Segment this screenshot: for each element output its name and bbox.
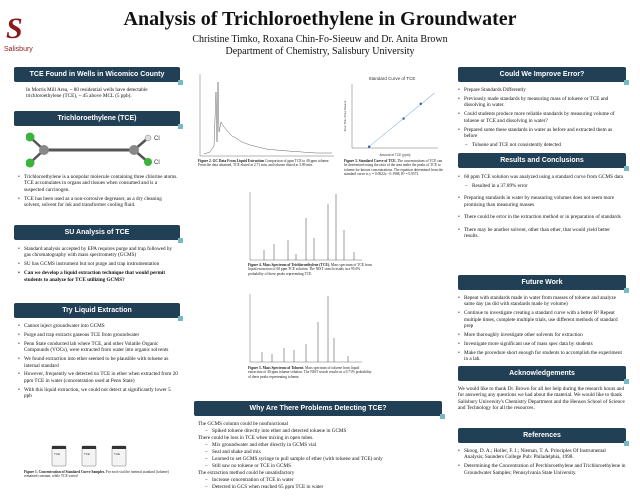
try-liquid-bullet: • We found extraction into ether seemed to be plausible with toluene as internal standard <box>18 356 178 369</box>
results-bullet: • 60 ppm TCE solution was analyzed using a standard curve from GCMS data <box>458 174 626 180</box>
figure3-point <box>420 103 422 105</box>
section-title-su-analysis: SU Analysis of TCE <box>14 225 180 240</box>
figure3-xlabel: Amount of TCE (ppm) <box>379 153 411 157</box>
figure2-chromatogram <box>196 72 336 158</box>
figure3-trendline <box>367 93 434 148</box>
future-bullet: • Investigate more significant use of mass spec data by students <box>458 341 626 347</box>
poster-title: Analysis of Trichloroethylene in Groundwater <box>123 8 517 30</box>
tce-intro-bullet: • TCE has been used as a non-corrosive degreaser, as a dry cleaning solvent, solvent for ink and transformer cooling fluid. <box>18 196 178 209</box>
figure3-caption <box>344 159 444 177</box>
section-title-tce-found: TCE Found in Wells in Wicomico County <box>14 67 180 82</box>
section-title-tce-intro: Trichloroethylene (TCE) <box>14 111 180 126</box>
section-title-refs: References <box>458 428 626 443</box>
results-bullet: • There may be another solvent, other than ether, that would yield better results. <box>458 227 626 240</box>
poster-header <box>0 0 640 64</box>
figure3-point <box>368 146 370 148</box>
improve-subbullet: – Toluene and TCE not consistently detected <box>458 142 626 148</box>
problems-line: There could be loss in TCE when mixing in open tubes. <box>198 435 314 441</box>
figure4-tce-mass-spectrum <box>244 190 364 262</box>
figure5-caption <box>248 366 372 379</box>
problems-subline: – Spiked toluene directly into ether and detected toluene in GCMS <box>198 428 442 434</box>
ref-item: • Determining the Concentration of Perchloroethylene and Trichloroethylene in Groundwater Samples; Pennsylvania State University. <box>458 463 626 476</box>
figure3-point <box>402 117 404 119</box>
try-liquid-bullet: • Purge and trap extracts gaseous TCE from groundwater <box>18 332 178 338</box>
refs-list <box>458 448 626 479</box>
figure1-caption <box>24 470 174 479</box>
improve-bullet: • Could students produce more reliable standards by measuring volume of toluene or TCE and dissolving in water? <box>458 111 626 124</box>
future-bullet: • More thoroughly investigate other solvents for extraction <box>458 332 626 338</box>
results-bullet: • There could be error in the extraction method or in preparation of standards <box>458 214 626 220</box>
try-liquid-bullet: • Cannot inject groundwater into GCMS <box>18 323 178 329</box>
results-list <box>458 174 626 242</box>
try-liquid-bullet: • However, frequently we detected no TCE in ether when extracted from 20 ppm TCE in water (concentration used at Penn State) <box>18 371 178 384</box>
improve-bullet: • Previously made standards by measuring mass of toluene or TCE and dissolving in water. <box>458 96 626 109</box>
future-bullet: • Continue to investigate creating a standard curve with a better R² Repeat multiple times, complete multiple trials, use different methods of standard prep <box>458 310 626 329</box>
vial-label: TCE <box>54 452 60 456</box>
poster-authors: Christine Timko, Roxana Chin-Fo-Sieeuw and Dr. Anita Brown <box>192 34 448 45</box>
results-subbullet: – Resulted in a 37.89% error <box>458 183 626 189</box>
problems-line: The GCMS column could be nonfunctional <box>198 421 289 427</box>
figure3-standard-curve <box>342 72 442 158</box>
problems-subline: – Still saw no toluene or TCE in GCMS <box>198 463 442 469</box>
su-analysis-bullet: • SU has GCMS instrument but not purge and trap instrumentation <box>18 261 178 267</box>
try-liquid-bullet: • With this liquid extraction, we could not detect at significantly lower 5 ppb <box>18 387 178 400</box>
section-title-problems: Why Are There Problems Detecting TCE? <box>194 401 442 416</box>
figure1-caption-title: Figure 1. Concentration of Standard Curve Samples. <box>24 470 105 474</box>
section-title-try-liquid: Try Liquid Extraction <box>14 303 180 318</box>
figure5-caption-text: Mass spectrum of toluene from liquid extraction of 40 ppm toluene solution. The NIST search results in a 9.71% probability of these peaks representing toluene. <box>248 366 372 379</box>
problems-subline: – Learned to set GCMS syringe to pull sample of ether (with toluene and TCE) only <box>198 456 442 462</box>
logo-letter: S <box>6 12 23 45</box>
su-analysis-bullet: • Standard analysis accepted by EPA requires purge and trap followed by gas chromatography with mass spectrometry (GCMS) <box>18 246 178 259</box>
problems-subline: – Mix groundwater and ether directly in GCMS vial <box>198 442 442 448</box>
cl-label-top: Cl <box>154 136 160 142</box>
section-title-future: Future Work <box>458 275 626 290</box>
figure2-caption-title: Figure 2. GC Data From Liquid Extraction <box>198 159 265 163</box>
future-bullet: • Make the procedure short enough for students to accomplish the experiment in a lab. <box>458 350 626 363</box>
ack-text: We would like to thank Dr. Brown for all her help during the research hours and for answering any questions we had about the material. We would like to thank Salisbury University's Chemistry Department and the Henson School of Science and Technology for all the resources. <box>458 386 625 412</box>
section-title-results: Results and Conclusions <box>458 153 626 168</box>
section-title-ack: Acknowledgements <box>458 366 626 381</box>
figure3-chart-title: Standard Curve of TCE <box>368 76 416 81</box>
figure3-caption-text: The concentrations of TCE can be determined using the ratio of the area under the peaks of TCE to toluene for known concentrations. The equation determined from the standard curve is y = 0.0022x - 0.1968, R² = 0.9572 <box>344 159 444 177</box>
future-list <box>458 295 626 365</box>
figure4-caption <box>248 263 372 276</box>
problems-line: The extraction method could be unsatisfactory <box>198 470 295 476</box>
results-bullet: • Preparing standards in water by measuring volumes does not seem more promising than measuring masses <box>458 195 626 208</box>
figure3-caption-title: Figure 3. Standard Curve of TCE. <box>344 159 397 163</box>
figure5-toluene-mass-spectrum <box>244 292 364 364</box>
improve-bullet: • Prepare Standards Differently <box>458 87 626 93</box>
improve-bullet: • Prepared some these standards in water as before and extracted them as before <box>458 127 626 140</box>
figure5-caption-title: Figure 5. Mass Spectrum of Toluene. <box>248 366 305 370</box>
cl-label-bottom: Cl <box>154 160 160 166</box>
figure3-ylabel: Area TCE / Area Toluene <box>343 100 347 132</box>
tce-found-text: In Morris Mill Area, ~ 80 residential wells have detectable trichloroethylene (TCE), ~ 45 above MCL (5 ppb). <box>26 87 148 100</box>
figure1-caption-text: For each vial the internal standard (toluene) remained constant, while TCE varied <box>24 470 169 479</box>
poster-department: Department of Chemistry, Salisbury University <box>225 46 415 57</box>
vial-label: TCE <box>114 452 120 456</box>
problems-subline: – Seal and shake and mix <box>198 449 442 455</box>
su-analysis-question: • Can we develop a liquid extraction technique that would permit students to analyze for TCE utilizing GCMS? <box>18 270 178 283</box>
try-liquid-list <box>18 323 178 402</box>
problems-list <box>198 421 442 491</box>
su-analysis-list <box>18 246 178 286</box>
logo-text: Salisbury <box>4 46 33 53</box>
future-bullet: • Repeat with standards made in water from masses of toluene and analyze same day (as did with standards made by volume) <box>458 295 626 308</box>
try-liquid-bullet: • Penn State conducted lab where TCE, and other Volatile Organic Compounds (VOCs), were extracted from water into organic solvents <box>18 341 178 354</box>
figure2-caption <box>198 159 338 168</box>
ref-item: • Skoog, D. A.; Holler, F. J.; Nieman, T. A. Principles Of Instrumental Analysis; Saunders College Pub: Philadelphia, 1998. <box>458 448 626 461</box>
vial-label: TCE <box>84 452 90 456</box>
section-title-improve: Could We Improve Error? <box>458 67 626 82</box>
tce-intro-list <box>18 174 178 211</box>
vials-photo <box>40 444 140 468</box>
tce-intro-bullet: • Trichloroethylene is a nonpolar molecule containing three chlorine atoms. TCE accumulates in organs and tissues when consumed and is a suspected carcinogen. <box>18 174 178 193</box>
figure2-caption-text: Comparison of ppm TCE to 40 ppm toluene. From the data obtained, TCE eluted at 2.71 min, and toluene eluted at 3.09 min. <box>198 159 330 168</box>
figure4-caption-title: Figure 4. Mass Spectrum of Trichloroethylene (TCE). <box>248 263 330 267</box>
figure4-caption-text: Mass spectrum of TCE from liquid extraction of 60 ppm TCE solution. The NIST search results in a 95.6% probability of these peaks representing TCE. <box>248 263 372 276</box>
problems-subline: – Increase concentration of TCE in water <box>198 477 442 483</box>
problems-subline: – Detected in GCS when reached 65 ppm TCE in water <box>198 484 442 490</box>
tce-molecule-diagram <box>26 130 176 172</box>
improve-list <box>458 87 626 149</box>
